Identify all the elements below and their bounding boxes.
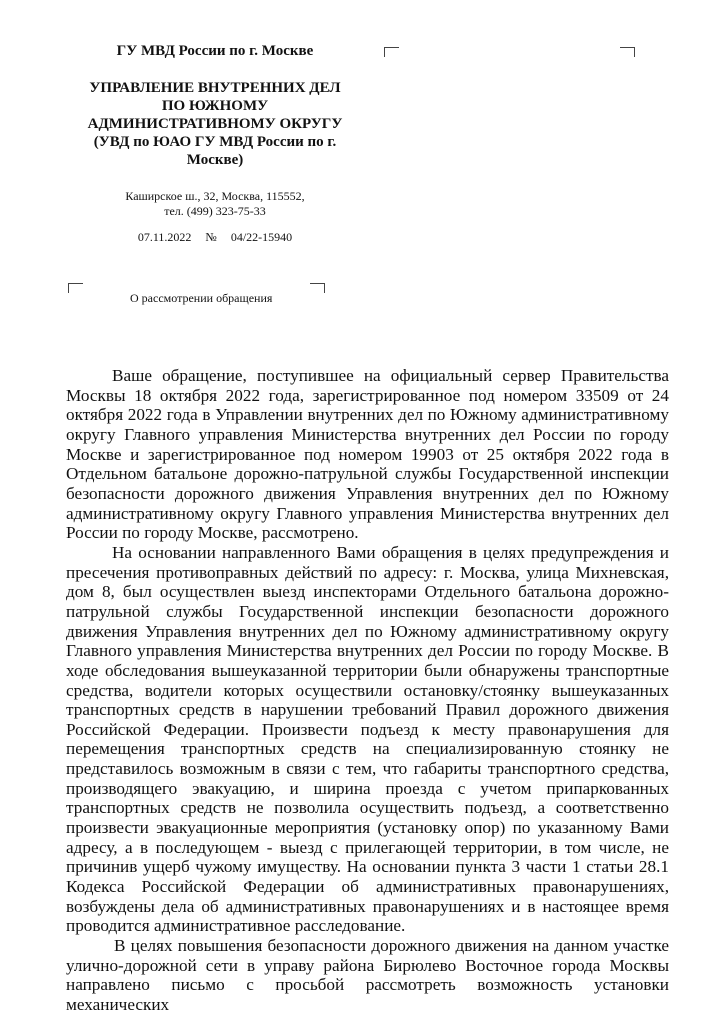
address-line: Каширское ш., 32, Москва, 115552, — [125, 189, 305, 203]
registration-date: 07.11.2022 — [137, 230, 192, 244]
phone-line: тел. (499) 323-75-33 — [164, 203, 266, 218]
subject-corner-top-right — [310, 283, 325, 293]
recipient-corner-top-right — [620, 47, 635, 57]
department-line: УПРАВЛЕНИЕ ВНУТРЕННИХ ДЕЛ — [89, 80, 341, 96]
department-line: ПО ЮЖНОМУ — [161, 98, 269, 114]
subject-corner-top-left — [68, 283, 83, 293]
recipient-corner-top-left — [384, 47, 399, 57]
department-name — [80, 79, 350, 169]
letter-body — [66, 366, 669, 1015]
department-line: АДМИНИСТРАТИВНОМУ ОКРУГУ — [87, 116, 343, 132]
registration-line — [80, 230, 350, 244]
department-line: Москве) — [186, 152, 244, 168]
body-paragraph: На основании направленного Вами обращения в целях предупреждения и пресечения противоправных действий по адресу: г. Москва, улица Михневская, дом 8, был осуществлен выезд инспекторами Отдельного батальона дорожно-патрульной службы Государственной инспекции безопасности дорожного движения Управления внутренних дел по Южному административному округу Главного управления Министерства внутренних дел России по городу Москве. В ходе обследования вышеуказанной территории были обнаружены транспортные средства, водители которых осуществили остановку/стоянку вышеуказанных транспортных средств в нарушении требований Правил дорожного движения Российской Федерации. Произвести подъезд к месту правонарушения для перемещения транспортных средств на специализированную стоянку не представилось возможным в связи с тем, что габариты транспортного средства, производящего эвакуацию, и ширина проезда с учетом припаркованных транспортных средств не позволила осуществить подъезд, а соответственно произвести эвакуационные мероприятия (установку опор) по указанному Вами адресу, а в последующем - выезд с прилегающей территории, в том числе, не причинив ущерб чужому имуществу. На основании пункта 3 части 1 статьи 28.1 Кодекса Российской Федерации об административных правонарушениях, возбуждены дела об административных правонарушениях и в настоящее время проводится административное расследование. — [66, 542, 669, 936]
ministry-name: ГУ МВД России по г. Москве — [116, 43, 314, 59]
registration-number: 04/22-15940 — [230, 230, 293, 244]
letter-subject: О рассмотрении обращения — [130, 291, 273, 305]
number-sign: № — [205, 230, 217, 244]
body-paragraph: Ваше обращение, поступившее на официальный сервер Правительства Москвы 18 октября 2022 года, зарегистрированное под номером 33509 от 24 октября 2022 года в Управлении внутренних дел по Южному административному округу Главного управления Министерства внутренних дел России по городу Москве и зарегистрированное под номером 19903 от 25 октября 2022 года в Отдельном батальоне дорожно-патрульной службы Государственной инспекции безопасности дорожного движения Управления внутренних дел по Южному административному округу Главного управления Министерства внутренних дел России по городу Москве, рассмотрено. — [66, 366, 669, 543]
letterhead — [80, 42, 350, 244]
department-line: (УВД по ЮАО ГУ МВД России по г. — [93, 134, 337, 150]
department-address — [80, 189, 350, 218]
body-paragraph: В целях повышения безопасности дорожного движения на данном участке улично-дорожной сети в управу района Бирюлево Восточное города Москвы направлено письмо с просьбой рассмотреть возможность установки механических — [66, 936, 669, 1014]
